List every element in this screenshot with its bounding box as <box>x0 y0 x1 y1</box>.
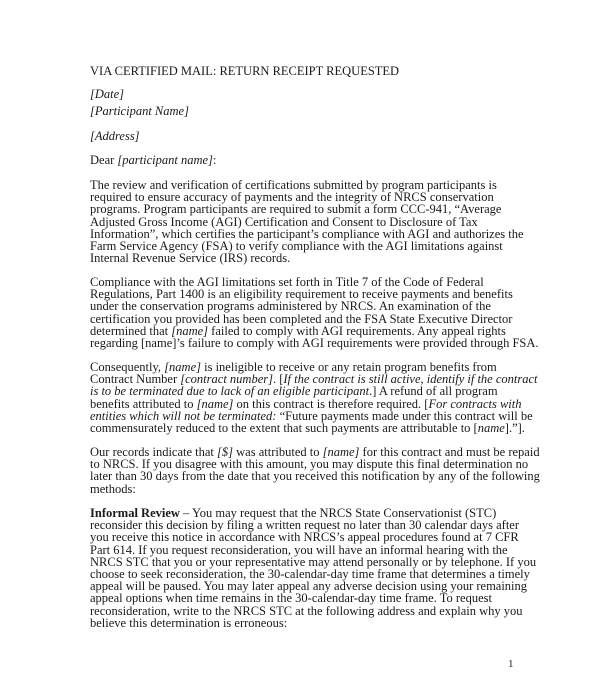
text-segment: required to ensure accuracy of payments and the integrity of NRCS conservation <box>90 190 494 205</box>
text-segment: was attributed to <box>233 445 323 459</box>
text-segment: choose to seek reconsideration, the 30-calendar-day time frame that determines a timely <box>90 566 530 581</box>
text-segment: Internal Revenue Service (IRS) records. <box>90 251 291 266</box>
text-segment: commensurately reduced to the extent that such payments are attributable to [ <box>90 420 478 435</box>
text-segment: appeal will be paused. You may later appeal any adverse decision using your remaining <box>90 579 528 594</box>
paragraph-agi-review <box>90 179 524 264</box>
text-segment: failed to comply with AGI requirements. Any appeal rights <box>208 323 506 338</box>
text-segment: – You may request that the NRCS State Conservationist (STC) <box>179 506 497 520</box>
text-segment: methods: <box>90 481 136 496</box>
italic-placeholder-text: [name] <box>322 445 360 459</box>
paragraph-records <box>90 446 540 495</box>
text-segment: reconsider this decision by filing a written request no later than 30 calendar days after <box>90 518 520 533</box>
bold-text: Informal Review <box>90 506 180 520</box>
text-segment: ].”]. <box>504 420 525 435</box>
paragraph-consequently <box>90 361 538 434</box>
paragraph-compliance <box>90 276 539 349</box>
text-segment: appeal options when time remains in the 30-calendar-day time frame. To request <box>90 591 492 606</box>
italic-placeholder-text: If the contract is still active, identify if the contract <box>283 372 538 387</box>
text-segment: programs. Program participants are required to submit a form CCC-941, “Average <box>90 202 502 217</box>
text-segment: is ineligible to receive or any retain program benefits from <box>201 360 497 374</box>
text-line <box>90 422 538 434</box>
text-segment: reconsideration, write to the NRCS STC at the following address and explain why you <box>90 603 523 618</box>
text-segment: benefits attributed to <box>90 396 197 411</box>
italic-placeholder-text: [$] <box>217 445 234 459</box>
italic-placeholder-text: [name] <box>171 323 209 338</box>
italic-placeholder-text: [name] <box>196 396 234 411</box>
text-segment: NRCS STC that you or your representative may attend personally or by telephone. If you <box>90 554 537 569</box>
text-segment: Our records indicate that <box>90 445 218 459</box>
text-segment: to NRCS. If you disagree with this amount, you may dispute this final determination no <box>90 457 529 472</box>
text-line <box>90 470 540 482</box>
text-line <box>90 617 536 629</box>
participant-name-placeholder: [Participant Name] <box>90 104 189 118</box>
text-segment: Regulations, Part 1400 is an eligibility requirement to receive payments and benefits <box>90 287 513 302</box>
italic-placeholder-text: is to be terminated due to lack of an eligible participant <box>90 384 370 399</box>
text-segment: .] A refund of all program <box>369 384 498 399</box>
mail-notice: VIA CERTIFIED MAIL: RETURN RECEIPT REQUESTED <box>90 64 400 78</box>
text-segment: Consequently, <box>90 360 165 374</box>
text-segment: “Future payments made under this contract will be <box>276 408 533 423</box>
text-line <box>90 252 524 264</box>
salutation-suffix: : <box>212 153 217 167</box>
text-segment: on this contract is therefore required. [ <box>233 396 429 411</box>
text-segment: later than 30 days from the date that you received this notification by any of the following <box>90 469 540 484</box>
text-segment: Contract Number <box>90 372 181 387</box>
italic-placeholder-text: [name] <box>164 360 201 374</box>
text-line <box>90 337 539 349</box>
text-segment: Compliance with the AGI limitations set forth in Title 7 of the Code of Federal <box>90 275 484 289</box>
text-segment: Adjusted Gross Income (AGI) Certification and Consent to Disclosure of Tax <box>90 214 478 229</box>
text-segment: Farm Service Agency (FSA) to verify compliance with the AGI limitations against <box>90 238 503 253</box>
italic-placeholder-text: name <box>477 420 505 435</box>
text-segment: under the conservation programs administered by NRCS. An examination of the <box>90 299 491 314</box>
text-segment: believe this determination is erroneous: <box>90 615 288 630</box>
text-segment: regarding [name]’s failure to comply with AGI requirements were provided through FSA. <box>90 335 539 350</box>
address-placeholder: [Address] <box>90 129 140 143</box>
italic-placeholder-text: [contract number] <box>180 372 273 387</box>
paragraph-informal-review <box>90 507 536 629</box>
text-line <box>90 483 540 495</box>
text-segment: . [ <box>272 372 284 387</box>
text-segment: Information”, which certifies the participant’s compliance with AGI and authorizes the <box>90 226 524 241</box>
text-segment: certification you provided has been completed and the FSA State Executive Director <box>90 311 513 326</box>
text-segment: you receive this notice in accordance with NRCS’s appeal procedures found at 7 CFR <box>90 530 519 545</box>
text-segment: Part 614. If you request reconsideration, you will have an informal hearing with the <box>90 542 508 557</box>
date-placeholder: [Date] <box>90 87 125 101</box>
text-segment: determined that <box>90 323 172 338</box>
text-segment: for this contract and must be repaid <box>359 445 540 459</box>
italic-placeholder-text: entities which will not be terminated: <box>90 408 277 423</box>
text-segment: The review and verification of certifications submitted by program participants is <box>90 178 497 192</box>
salutation-prefix: Dear <box>90 153 118 167</box>
italic-placeholder-text: For contracts with <box>428 396 522 411</box>
salutation <box>90 154 216 166</box>
page-number: 1 <box>508 658 514 670</box>
salutation-name: [participant name] <box>117 153 213 167</box>
